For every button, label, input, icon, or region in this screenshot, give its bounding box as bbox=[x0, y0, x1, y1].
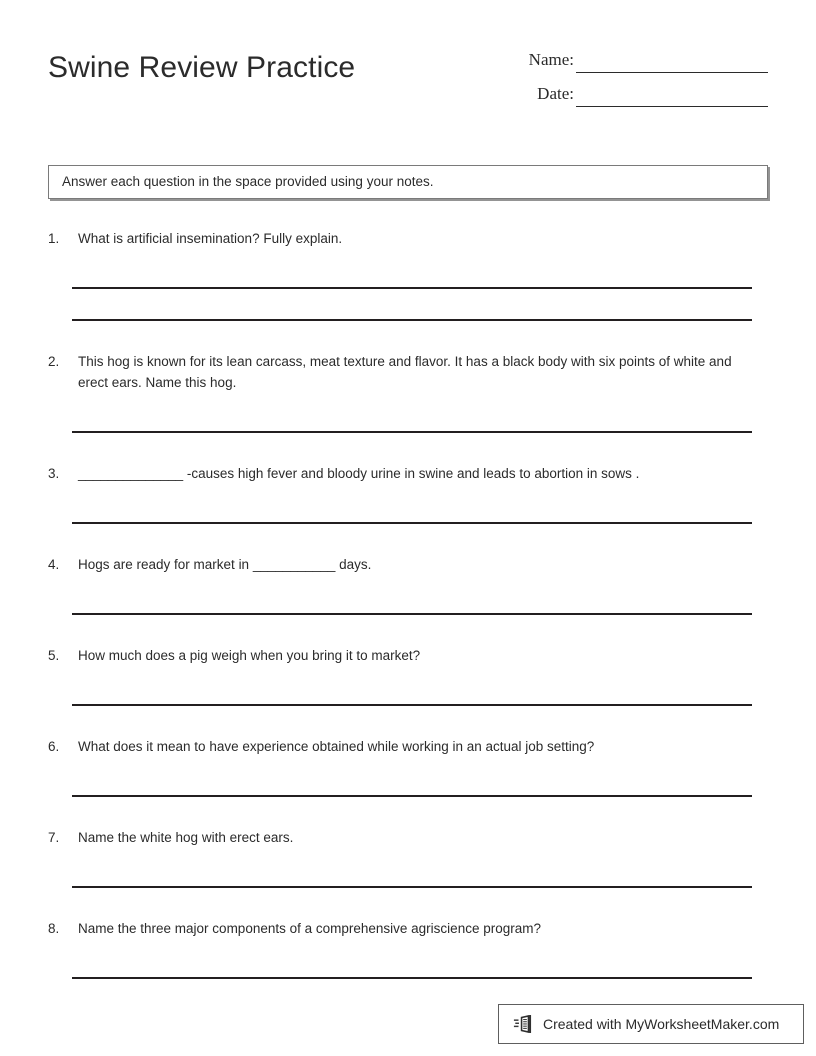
answer-area[interactable] bbox=[0, 287, 816, 321]
answer-line[interactable] bbox=[72, 287, 752, 289]
instructions-box bbox=[48, 165, 768, 199]
question-number: 4. bbox=[48, 557, 60, 572]
answer-area[interactable] bbox=[0, 431, 816, 433]
question-text: This hog is known for its lean carcass, meat texture and flavor. It has a black body with six points of white and erect ears. Name this hog. bbox=[78, 354, 732, 390]
question-number: 3. bbox=[48, 466, 60, 481]
question-row bbox=[0, 645, 816, 666]
question-block bbox=[0, 351, 816, 433]
answer-line[interactable] bbox=[72, 886, 752, 888]
page-title: Swine Review Practice bbox=[48, 51, 356, 84]
question-number: 1. bbox=[48, 231, 60, 246]
answer-line[interactable] bbox=[72, 977, 752, 979]
question-block bbox=[0, 736, 816, 797]
question-text: What does it mean to have experience obtained while working in an actual job setting? bbox=[78, 739, 595, 754]
answer-area[interactable] bbox=[0, 977, 816, 979]
question-row bbox=[0, 351, 816, 393]
question-row bbox=[0, 736, 816, 757]
name-field-label: Name: bbox=[528, 50, 574, 69]
question-text: Hogs are ready for market in ___________ days. bbox=[78, 557, 372, 572]
question-block bbox=[0, 463, 816, 524]
date-field-label: Date: bbox=[537, 84, 574, 103]
question-number: 5. bbox=[48, 648, 60, 663]
question-row bbox=[0, 918, 816, 939]
answer-line[interactable] bbox=[72, 613, 752, 615]
question-number: 6. bbox=[48, 739, 60, 754]
question-row bbox=[0, 228, 816, 249]
answer-area[interactable] bbox=[0, 613, 816, 615]
questions-list bbox=[0, 228, 816, 1009]
student-info-fields bbox=[500, 46, 770, 114]
footer-attribution-text: Created with MyWorksheetMaker.com bbox=[543, 1016, 780, 1032]
question-number: 8. bbox=[48, 921, 60, 936]
question-text: Name the three major components of a comprehensive agriscience program? bbox=[78, 921, 541, 936]
footer-attribution-badge[interactable] bbox=[498, 1004, 804, 1044]
question-block bbox=[0, 554, 816, 615]
question-number: 2. bbox=[48, 354, 60, 369]
question-block bbox=[0, 918, 816, 979]
question-block bbox=[0, 645, 816, 706]
answer-area[interactable] bbox=[0, 704, 816, 706]
instructions-text: Answer each question in the space provided using your notes. bbox=[62, 174, 434, 189]
date-field-input-line[interactable] bbox=[576, 106, 768, 107]
question-text: ______________ -causes high fever and bloody urine in swine and leads to abortion in sows . bbox=[78, 466, 640, 481]
answer-area[interactable] bbox=[0, 522, 816, 524]
name-field-row bbox=[500, 46, 770, 80]
answer-line[interactable] bbox=[72, 795, 752, 797]
date-field-row bbox=[500, 80, 770, 114]
answer-line[interactable] bbox=[72, 319, 752, 321]
worksheet-header bbox=[0, 0, 816, 130]
question-text: Name the white hog with erect ears. bbox=[78, 830, 294, 845]
question-block bbox=[0, 827, 816, 888]
answer-line[interactable] bbox=[72, 704, 752, 706]
question-text: What is artificial insemination? Fully explain. bbox=[78, 231, 343, 246]
question-text: How much does a pig weigh when you bring it to market? bbox=[78, 648, 421, 663]
question-row bbox=[0, 554, 816, 575]
question-number: 7. bbox=[48, 830, 60, 845]
answer-area[interactable] bbox=[0, 886, 816, 888]
name-field-input-line[interactable] bbox=[576, 72, 768, 73]
question-row bbox=[0, 463, 816, 484]
answer-line[interactable] bbox=[72, 431, 752, 433]
answer-line[interactable] bbox=[72, 522, 752, 524]
worksheet-maker-logo-icon bbox=[513, 1013, 535, 1035]
answer-area[interactable] bbox=[0, 795, 816, 797]
question-row bbox=[0, 827, 816, 848]
question-block bbox=[0, 228, 816, 321]
